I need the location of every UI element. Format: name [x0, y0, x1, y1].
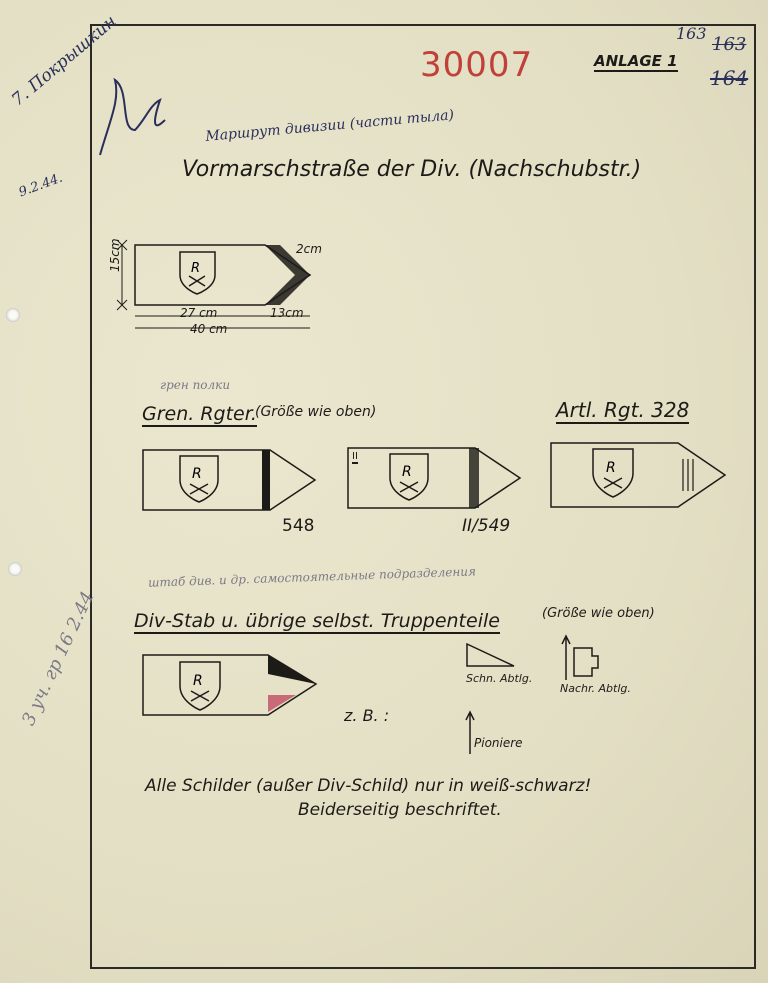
dim-width-total: 40 cm: [190, 322, 228, 336]
gren-sign-548: [140, 440, 325, 520]
gren-roman-small: II: [352, 451, 358, 462]
anlage-label: ANLAGE 1: [594, 52, 678, 70]
svg-text:R: R: [191, 261, 201, 276]
russian-staff-note: штаб див. и др. самостоятельные подразделения: [147, 564, 477, 590]
pioniere-label: Pioniere: [474, 736, 523, 750]
dim-height: 15cm: [108, 238, 122, 272]
margin-note-date: 9.2.44.: [16, 170, 65, 201]
side-pencil-note: 3 уч. гр 16 2.44: [18, 588, 99, 729]
nachr-abtlg-label: Nachr. Abtlg.: [560, 682, 631, 695]
document-title: Vormarschstraße der Div. (Nachschubstr.): [182, 157, 642, 182]
dim-tip: 13cm: [270, 306, 304, 320]
gren-label-549: II/549: [462, 516, 511, 536]
schn-abtlg-symbol: [462, 640, 522, 670]
dim-stroke: 2cm: [296, 242, 322, 256]
gren-heading: Gren. Rgter.: [142, 403, 257, 425]
artl-sign: [548, 435, 733, 515]
russian-title-note: Маршрут дивизии (части тыла): [204, 107, 455, 145]
punch-hole-bottom: [8, 562, 22, 576]
svg-text:R: R: [193, 673, 203, 689]
nachr-abtlg-symbol: [556, 632, 606, 682]
footer-line2: Beiderseitig beschriftet.: [298, 800, 502, 820]
dim-width-body: 27 cm: [180, 306, 218, 320]
archive-number: 30007: [420, 45, 534, 85]
svg-text:R: R: [606, 460, 616, 476]
divstab-size-note: (Größe wie oben): [542, 606, 655, 621]
svg-text:R: R: [192, 466, 202, 482]
footer-line1: Alle Schilder (außer Div-Schild) nur in weiß-schwarz!: [145, 776, 592, 796]
gren-label-548: 548: [282, 516, 315, 536]
gren-size-note: (Größe wie oben): [255, 404, 377, 420]
divstab-sign: [140, 652, 325, 724]
divstab-heading: Div-Stab u. übrige selbst. Truppenteile: [134, 610, 500, 632]
margin-note-line1: 7. Покрышкин: [8, 11, 121, 111]
page-number-1: 163: [676, 24, 707, 43]
page-number-2: 163: [712, 34, 747, 55]
page-number-3: 164: [710, 66, 749, 90]
punch-hole-top: [6, 308, 20, 322]
schn-abtlg-label: Schn. Abtlg.: [466, 672, 533, 685]
zb-label: z. B. :: [344, 706, 390, 725]
svg-text:R: R: [402, 464, 412, 480]
artl-heading: Artl. Rgt. 328: [556, 398, 690, 422]
gren-sign-549: [345, 440, 530, 520]
russian-gren-note: грен полки: [160, 378, 231, 392]
signature: [90, 60, 170, 170]
